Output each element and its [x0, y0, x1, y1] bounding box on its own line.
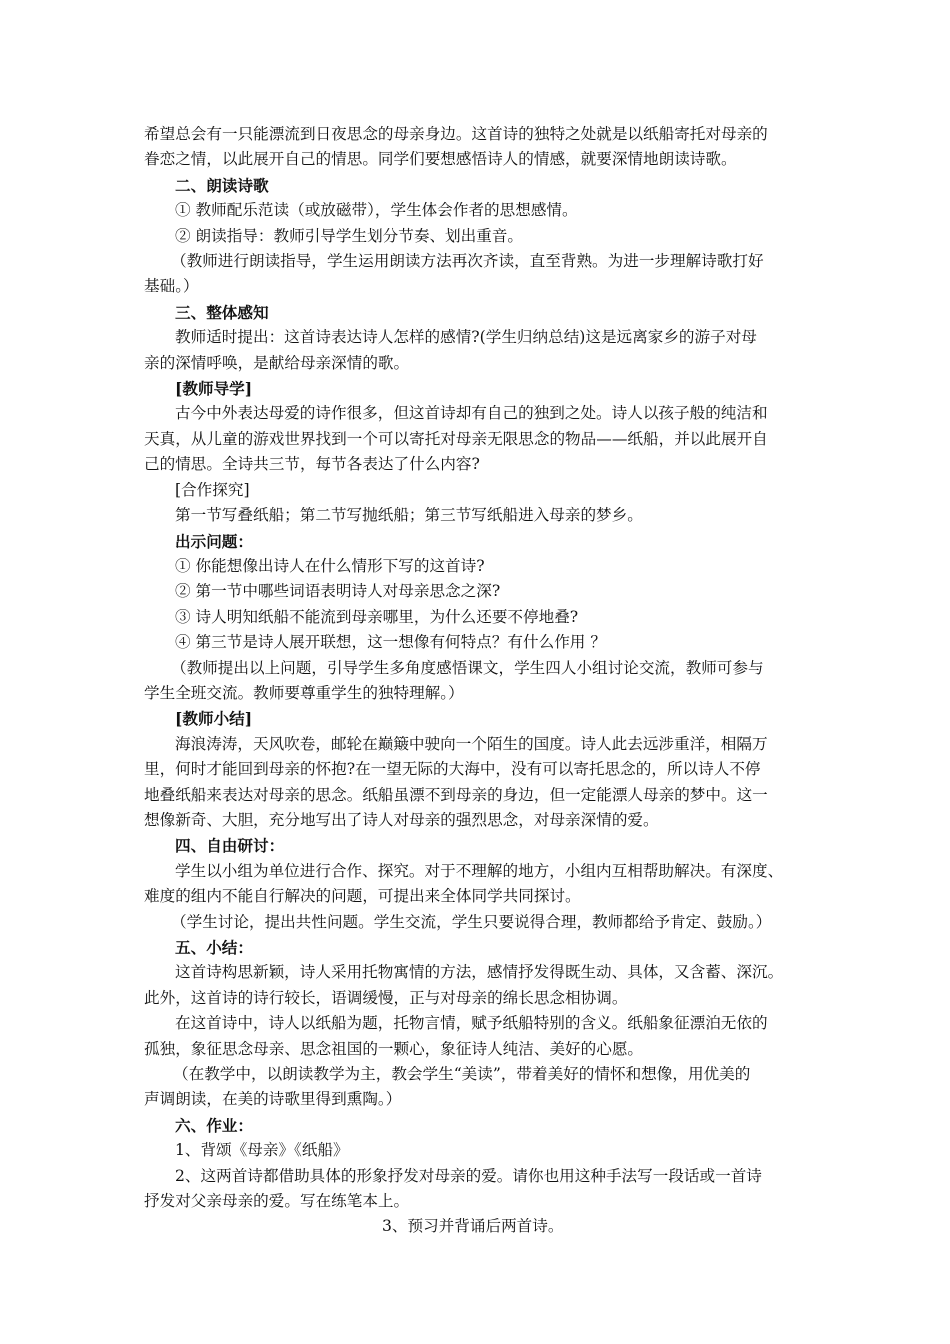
text-line: 海浪涛涛，天风吹卷，邮轮在巅簸中驶向一个陌生的国度。诗人此去远涉重洋，相隔万	[175, 734, 768, 753]
text-line: （学生讨论，提出共性问题。学生交流，学生只要说得合理，教师都给予肯定、鼓励。）	[171, 912, 772, 931]
text-line: （教师进行朗读指导，学生运用朗读方法再次齐读，直至背熟。为进一步理解诗歌打好	[171, 252, 764, 271]
text-line: 古今中外表达母爱的诗作很多，但这首诗却有自己的独到之处。诗人以孩子般的纯洁和	[175, 404, 768, 423]
text-line: 想像新奇、大胆，充分地写出了诗人对母亲的强烈思念，对母亲深情的爱。	[144, 810, 659, 829]
section-heading: 三、整体感知	[175, 302, 269, 322]
section-heading: 五、小结：	[175, 938, 253, 957]
question-item: ④ 第三节是诗人展开联想，这一想像有何特点？有什么作用 ？	[175, 633, 606, 652]
text-line: （在教学中，以朗读教学为主，教会学生“美读”，带着美好的情怀和想像，用优美的	[173, 1065, 751, 1084]
question-item: ② 第一节中哪些词语表明诗人对母亲思念之深?	[175, 582, 501, 601]
subsection-heading: [教师小结]	[175, 709, 253, 729]
subsection-heading: [合作探究]	[175, 480, 250, 499]
text-line: 教师适时提出：这首诗表达诗人怎样的感情?(学生归纳总结)这是远离家乡的游子对母	[175, 328, 757, 347]
text-line: 基础。）	[144, 277, 199, 296]
text-line: 声调朗读，在美的诗歌里得到熏陶。）	[144, 1090, 402, 1109]
text-line: 地叠纸船来表达对母亲的思念。纸船虽漂不到母亲的身边，但一定能漂人母亲的梦中。这一	[144, 785, 768, 804]
text-line: 里，何时才能回到母亲的怀抱?在一望无际的大海中，没有可以寄托思念的，所以诗人不停	[144, 760, 761, 779]
text-line: ② 朗读指导：教师引导学生划分节奏、划出重音。	[175, 226, 524, 245]
text-line: 这首诗构思新颖，诗人采用托物寓情的方法，感情抒发得既生动、具体，又含蓄、深沉。	[175, 963, 784, 982]
text-line: ① 教师配乐范读（或放磁带），学生体会作者的思想感情。	[175, 201, 578, 220]
text-line: 难度的组内不能自行解决的问题，可提出来全体同学共同探讨。	[144, 887, 581, 906]
text-line: 己的情思。全诗共三节，每节各表达了什么内容?	[144, 455, 480, 474]
text-line: 亲的深情呼唤，是献给母亲深情的歌。	[144, 353, 410, 372]
text-line: 此外，这首诗的诗行较长，语调缓慢，正与对母亲的绵长思念相协调。	[144, 988, 628, 1007]
section-heading: 四、自由研讨：	[175, 836, 285, 856]
text-line: 天真，从儿童的游戏世界找到一个可以寄托对母亲无限思念的物品——纸船，并以此展开自	[144, 429, 768, 448]
question-item: ③ 诗人明知纸船不能流到母亲哪里，为什么还要不停地叠?	[175, 607, 579, 626]
text-line: 抒发对父亲母亲的爱。写在练笔本上。	[144, 1192, 410, 1211]
homework-item: 3、预习并背诵后两首诗。	[382, 1217, 564, 1236]
subsection-heading: 出示问题：	[175, 531, 253, 551]
text-line: 希望总会有一只能漂流到日夜思念的母亲身边。这首诗的独特之处就是以纸船寄托对母亲的	[144, 125, 768, 143]
text-line: 眷恋之情，以此展开自己的情思。同学们要想感悟诗人的情感，就要深情地朗读诗歌。	[144, 150, 737, 169]
document-body	[144, 122, 806, 1240]
subsection-heading: [教师导学]	[175, 379, 253, 399]
text-line: 学生全班交流。教师要尊重学生的独特理解。）	[144, 683, 464, 702]
text-line: 孤独，象征思念母亲、思念祖国的一颗心，象征诗人纯洁、美好的心愿。	[144, 1039, 644, 1058]
text-line: 学生以小组为单位进行合作、探究。对于不理解的地方，小组内互相帮助解决。有深度、	[175, 861, 784, 880]
text-line: 在这首诗中，诗人以纸船为题，托物言情，赋予纸船特别的含义。纸船象征漂泊无依的	[175, 1014, 768, 1033]
section-heading: 二、朗读诗歌	[175, 175, 269, 195]
question-item: ① 你能想像出诗人在什么情形下写的这首诗?	[175, 556, 485, 575]
text-line: 第一节写叠纸船；第二节写抛纸船；第三节写纸船进入母亲的梦乡。	[175, 506, 643, 525]
text-line: （教师提出以上问题，引导学生多角度感悟课文，学生四人小组讨论交流，教师可参与	[171, 658, 764, 677]
section-heading: 六、作业：	[175, 1115, 253, 1135]
homework-item: 2、这两首诗都借助具体的形象抒发对母亲的爱。请你也用这种手法写一段话或一首诗	[175, 1166, 762, 1185]
homework-item: 1、背颂《母亲》《纸船》	[175, 1141, 349, 1160]
